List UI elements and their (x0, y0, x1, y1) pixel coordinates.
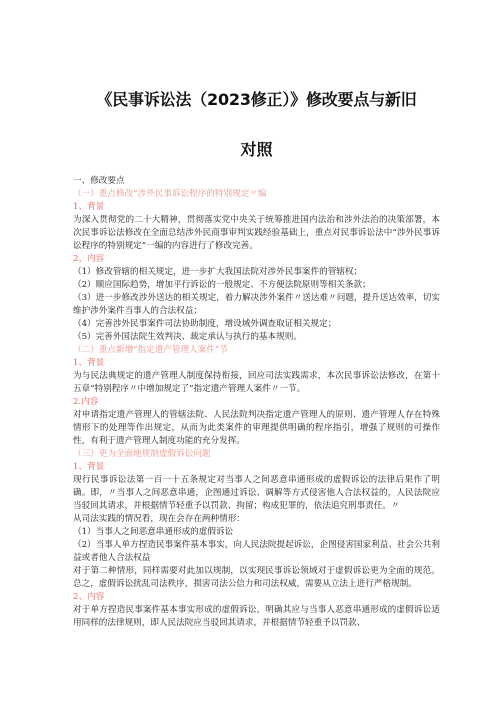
paragraph: 一、修改要点 (73, 176, 125, 186)
paragraph: 对于第二种情形，同样需要对此加以规制，以实现民事诉讼领域对于虚假诉讼更为全面的规范。总之，虚假诉讼扰乱司法秩序，损害司法公信力和司法权威，需要从立法上进行严格规制。 (73, 566, 440, 589)
section-heading: 1、背景 (73, 202, 105, 212)
section-heading: 2.内容 (73, 397, 99, 407)
paragraph: （2）当事人单方捏造民事案件基本事实，向人民法院提起诉讼，企图侵害国家利益、社会公共利益或者他人合法权益 (73, 540, 440, 563)
paragraph: （1）修改管辖的相关规定，进一步扩大我国法院对涉外民事案件的管辖权； (73, 267, 363, 277)
section-heading: 1、背景 (73, 462, 105, 472)
paragraph: （3）进一步修改涉外送达的相关规定，着力解决涉外案件〃送达难〃问题，提升送达效率，切实维护涉外案件当事人的合法权益； (73, 293, 440, 316)
section-heading: 2、内容 (73, 592, 105, 602)
subsection-heading: （三）更为全面地规制虚假诉讼问题 (73, 449, 211, 459)
paragraph: （2）顺应国际趋势，增加平行诉讼的一般规定、不方便法院原则等相关条款； (73, 280, 371, 290)
subsection-heading: （一）重点修改“涉外民事诉讼程序的特别规定〃编 (73, 189, 267, 199)
paragraph: （1）当事人之间恶意串通形成的虚假诉讼 (73, 527, 234, 537)
paragraph: 从司法实践的情况看，现在会存在两种情形： (73, 514, 245, 524)
document-title-line-2: 对照 (240, 140, 273, 159)
paragraph: 对申请指定遗产管理人的管辖法院、人民法院判决指定遗产管理人的原则、遗产管理人存在特殊情形下的处理等作出规定，从而为此类案件的审理提供明确的程序指引，增强了规则的可操作性，有利于遗产管理人制度功能的充分发挥。 (73, 410, 440, 446)
paragraph: （4）完善涉外民事案件司法协助制度，增设域外调查取证相关规定； (73, 319, 337, 329)
paragraph: 对于单方捏造民事案件基本事实形成的虚假诉讼，明确其应与当事人恶意串通形成的虚假诉讼适用同样的法律规则，即人民法院应当驳回其请求，并根据情节轻重予以罚款、 (73, 605, 440, 628)
paragraph: 为深入贯彻党的二十大精神，贯彻落实党中央关于统筹推进国内法治和涉外法治的决策部署，本次民事诉讼法修改在全面总结涉外民商事审判实践经验基础上，重点对民事诉讼法中“涉外民事诉讼程序的特别规定“一编的内容进行了修改完善。 (73, 215, 440, 251)
paragraph: （5）完善外国法院生效判决、裁定承认与执行的基本规则。 (73, 332, 302, 342)
paragraph: 现行民事诉讼法第一百一十五条规定对当事人之间恶意串通形成的虚假诉讼的法律后果作了明确。即，〃当事人之间恶意串通，企图通过诉讼、调解等方式侵害他人合法权益的，人民法院应当驳回其请求，并根据情节轻重予以罚款、拘留；构成犯罪的，依法追究刑事责任。〃 (73, 475, 440, 511)
document-title-line-1: 《民事诉讼法（2023修正）》修改要点与新旧 (96, 90, 417, 109)
paragraph: 为与民法典规定的遗产管理人制度保持衔接，回应司法实践需求，本次民事诉讼法修改，在第十五章“特别程序〃中增加规定了”指定遗产管理人案件〃一节。 (73, 371, 440, 394)
document-body (73, 175, 440, 630)
subsection-heading: （二）重点新增“指定遗产管理人案件”节 (73, 345, 228, 355)
section-heading: 1、背景 (73, 358, 105, 368)
section-heading: 2、内容 (73, 254, 105, 264)
